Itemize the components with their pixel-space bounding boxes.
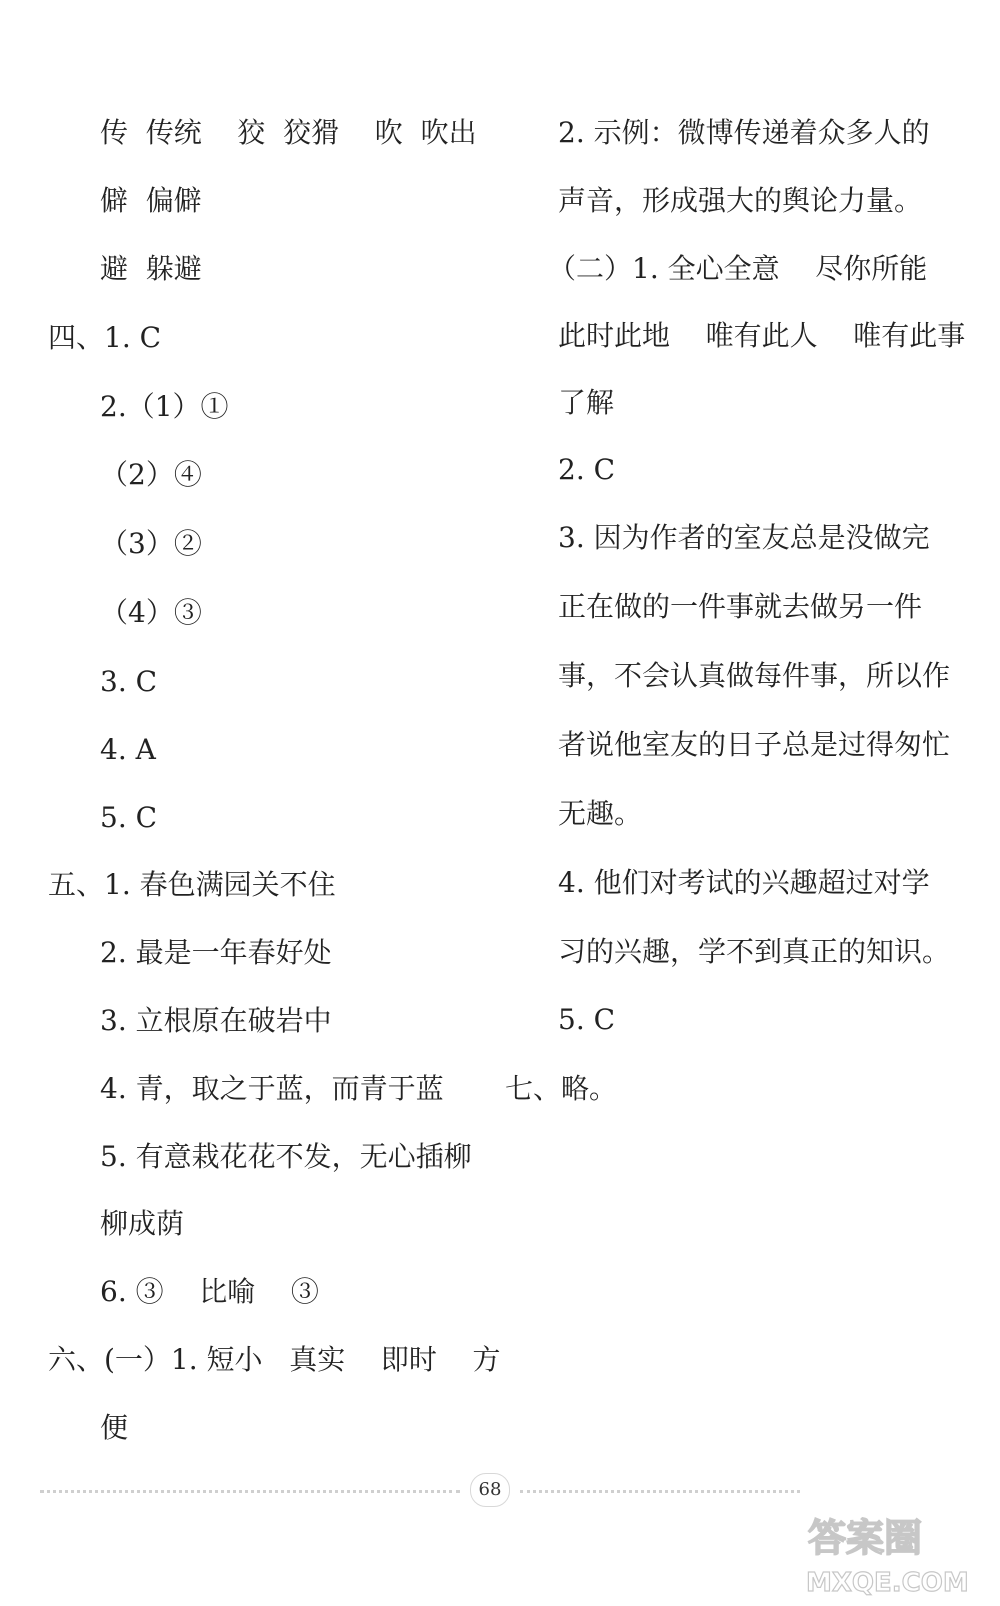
answer-line: 者说他室友的日子总是过得匆忙 xyxy=(558,728,951,761)
answer-line: 2.（1）① xyxy=(100,390,229,423)
section-heading: 五、1. 春色满园关不住 xyxy=(48,868,336,901)
section-heading: 四、1. C xyxy=(48,321,162,354)
answer-line: 柳成荫 xyxy=(100,1207,185,1240)
answer-line: （3）② xyxy=(100,527,202,560)
answer-line: 此时此地 唯有此人 唯有此事 xyxy=(558,319,966,352)
watermark-title: 答案圈 xyxy=(808,1516,923,1560)
answer-line: 便 xyxy=(100,1411,129,1444)
footer-dotted-rule-left xyxy=(40,1490,460,1497)
answer-line: 传 传统 狡 狡猾 吹 吹出 xyxy=(100,116,477,149)
answer-line: 声音，形成强大的舆论力量。 xyxy=(558,184,923,217)
section-heading: （二）1. 全心全意 尽你所能 xyxy=(548,252,928,285)
answer-line: 3. 立根原在破岩中 xyxy=(100,1004,332,1037)
answer-line: 6. ③ 比喻 ③ xyxy=(100,1275,319,1308)
answer-line: 习的兴趣，学不到真正的知识。 xyxy=(558,935,951,968)
answer-line: 2. 示例：微博传递着众多人的 xyxy=(558,116,930,149)
answer-line: 4. 他们对考试的兴趣超过对学 xyxy=(558,866,930,899)
watermark-url: MXQE.COM xyxy=(806,1568,969,1598)
answer-line: 5. C xyxy=(558,1003,616,1036)
answer-line: 5. C xyxy=(100,801,158,834)
answer-line: 避 躲避 xyxy=(100,252,202,285)
answer-line: 2. 最是一年春好处 xyxy=(100,936,332,969)
answer-line: 4. 青，取之于蓝，而青于蓝 xyxy=(100,1072,444,1105)
answer-line: 了解 xyxy=(558,386,615,419)
watermark-logo xyxy=(800,1505,985,1600)
answer-line: 3. C xyxy=(100,665,158,698)
section-heading: 七、略。 xyxy=(505,1072,618,1105)
answer-line: 无趣。 xyxy=(558,797,643,830)
answer-line: 2. C xyxy=(558,453,616,486)
footer-dotted-rule-right xyxy=(520,1490,800,1497)
answer-line: 4. A xyxy=(100,733,156,766)
answer-line: （4）③ xyxy=(100,596,202,629)
answer-line: 5. 有意栽花花不发，无心插柳 xyxy=(100,1140,472,1173)
answer-line: 事，不会认真做每件事，所以作 xyxy=(558,659,951,692)
answer-line: （2）④ xyxy=(100,458,202,491)
section-heading: 六、(一）1. 短小 真实 即时 方 xyxy=(48,1343,501,1376)
answer-line: 3. 因为作者的室友总是没做完 xyxy=(558,521,930,554)
answer-line: 僻 偏僻 xyxy=(100,184,202,217)
answer-line: 正在做的一件事就去做另一件 xyxy=(558,590,923,623)
page-number: 68 xyxy=(470,1473,510,1507)
